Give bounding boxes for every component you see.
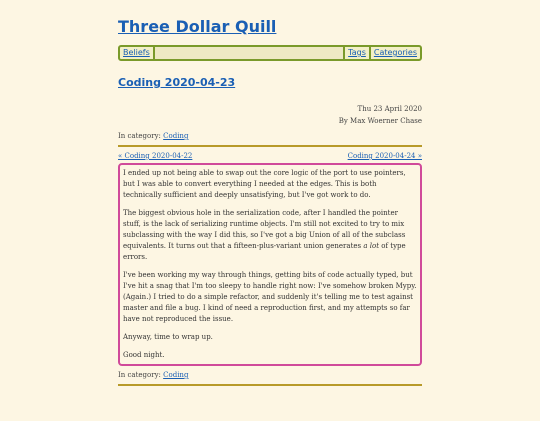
- category-prefix: In category:: [118, 371, 164, 379]
- nav-bar: [118, 45, 422, 61]
- divider: [118, 145, 422, 147]
- category-link[interactable]: Coding: [163, 132, 189, 140]
- next-post-link[interactable]: Coding 2020-04-24 »: [347, 152, 422, 160]
- post-category: [118, 131, 422, 142]
- nav-link-beliefs[interactable]: Beliefs: [123, 48, 150, 57]
- nav-link-categories[interactable]: Categories: [373, 48, 417, 57]
- divider: [118, 384, 422, 386]
- post-body: [118, 163, 422, 366]
- paragraph: I ended up not being able to swap out the core logic of the port to use pointers, but I was able to convert everything I needed at the edges. This is both technically sufficient and deeply unsatisfying, but I've got work to do.: [123, 169, 406, 199]
- post-navigation: [118, 152, 422, 161]
- previous-post-link[interactable]: « Coding 2020-04-22: [118, 152, 193, 160]
- post-meta: [118, 103, 422, 127]
- paragraph: [123, 208, 417, 263]
- nav-spacer: [155, 47, 343, 59]
- paragraph-text: The biggest obvious hole in the serialization code, after I handled the pointer stuff, is the lack of serializing runtime objects. I'm still not excited to try to mix subclassing with the way I did this, so I've got a big Union of all of the subclass equivalents. It turns out that a fifteen-plus-variant union generates: [123, 209, 406, 250]
- post-author: By Max Woerner Chase: [338, 117, 422, 125]
- site-title-link[interactable]: Three Dollar Quill: [118, 17, 277, 36]
- post-title-link[interactable]: Coding 2020-04-23: [118, 76, 236, 89]
- paragraph-text: of type errors.: [123, 242, 406, 261]
- paragraph: Anyway, time to wrap up.: [123, 333, 213, 341]
- paragraph: I've been working my way through things, getting bits of code actually typed, but I've hit a snag that I'm too sleepy to handle right now: I've somehow broken Mypy. (Again.) I tried to do a simple refactor, and suddenly it's telling me to test against master and file a bug. I kind of need a reproduction first, and my attempts so far have not reproduced the issue.: [123, 271, 417, 323]
- post-category-footer: [118, 370, 422, 381]
- category-link[interactable]: Coding: [163, 371, 189, 379]
- page: [118, 16, 422, 386]
- emphasis-text: a lot: [363, 242, 380, 250]
- paragraph: Good night.: [123, 351, 165, 359]
- category-prefix: In category:: [118, 132, 164, 140]
- nav-link-tags[interactable]: Tags: [348, 48, 366, 57]
- post-date: Thu 23 April 2020: [357, 105, 422, 113]
